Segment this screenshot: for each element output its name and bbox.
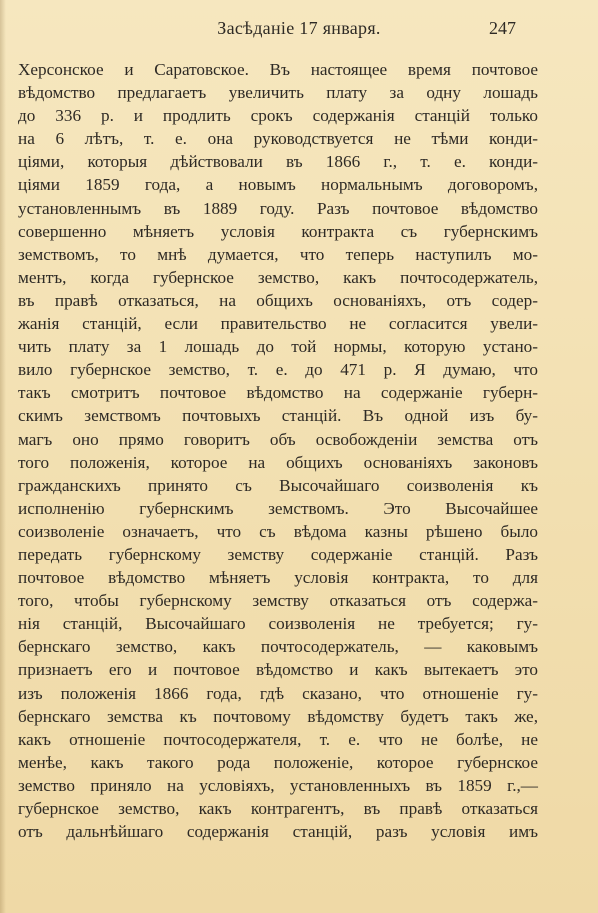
text-line: ціями 1859 года, а новымъ нормальнымъ договоромъ, bbox=[18, 175, 538, 195]
text-line: земство приняло на условіяхъ, установленныхъ въ 1859 г.,— bbox=[18, 775, 538, 795]
text-line: почтовое вѣдомство мѣняетъ условія контракта, то для bbox=[18, 568, 538, 588]
text-line: бернскаго земство, какъ почтосодержатель, — каковымъ bbox=[18, 637, 538, 657]
text-line: отъ дальнѣйшаго содержанія станцій, разъ условія имъ bbox=[18, 822, 538, 842]
text-line: Херсонское и Саратовское. Въ настоящее время почтовое bbox=[18, 60, 538, 79]
text-line: исполненію губернскимъ земствомъ. Это Высочайшее bbox=[18, 498, 538, 518]
text-line: губернское земство, какъ контрагентъ, въ правѣ отказаться bbox=[18, 799, 538, 818]
text-line: такъ смотритъ почтовое вѣдомство на содержаніе губерн- bbox=[18, 383, 538, 403]
text-line: ментъ, когда губернское земство, какъ почтосодержатель, bbox=[18, 267, 538, 287]
text-line: бернскаго земства къ почтовому вѣдомству будетъ такъ же, bbox=[18, 706, 538, 726]
text-line: того положенія, которое на общихъ основаніяхъ законовъ bbox=[18, 452, 538, 472]
text-line: гражданскихъ принято съ Высочайшаго соизволенія къ bbox=[18, 475, 538, 495]
body-text bbox=[18, 58, 538, 843]
text-line: установленнымъ въ 1889 году. Разъ почтовое вѣдомство bbox=[18, 198, 538, 218]
text-line: жанія станцій, если правительство не согласится увели- bbox=[18, 314, 538, 334]
page-header bbox=[0, 18, 598, 44]
running-head: Засѣданіе 17 января. bbox=[217, 18, 381, 38]
text-line: въ правѣ отказаться, на общихъ основаніяхъ, отъ содер- bbox=[18, 290, 538, 310]
text-line: до 336 р. и продлить срокъ содержанія станцій только bbox=[18, 106, 538, 126]
text-line: менѣе, какъ такого рода положеніе, которое губернское bbox=[18, 752, 538, 772]
text-line: соизволеніе означаетъ, что съ вѣдома казны рѣшено было bbox=[18, 521, 538, 541]
text-line: ціями, которыя дѣйствовали въ 1866 г., т. е. конди- bbox=[18, 152, 538, 172]
text-line: совершенно мѣняетъ условія контракта съ губернскимъ bbox=[18, 221, 538, 241]
page-number: 247 bbox=[489, 18, 516, 38]
text-line: признаетъ его и почтовое вѣдомство и какъ вытекаетъ это bbox=[18, 660, 538, 680]
text-line: скимъ земствомъ почтовыхъ станцій. Въ одной изъ бу- bbox=[18, 406, 538, 426]
text-line: передать губернскому земству содержаніе станцій. Разъ bbox=[18, 544, 538, 564]
text-line: земствомъ, то мнѣ думается, что теперь наступилъ мо- bbox=[18, 244, 538, 264]
text-line: чить плату за 1 лошадь до той нормы, которую устано- bbox=[18, 337, 538, 357]
text-line: магъ оно прямо говоритъ объ освобожденіи земства отъ bbox=[18, 429, 538, 449]
text-line: изъ положенія 1866 года, гдѣ сказано, что отношеніе гу- bbox=[18, 683, 538, 703]
text-line: вѣдомство предлагаетъ увеличить плату за одну лошадь bbox=[18, 83, 538, 103]
text-line: нія станцій, Высочайшаго соизволенія не требуется; гу- bbox=[18, 614, 538, 634]
text-line: какъ отношеніе почтосодержателя, т. е. что не болѣе, не bbox=[18, 729, 538, 749]
text-line: вило губернское земство, т. е. до 471 р. Я думаю, что bbox=[18, 360, 538, 380]
text-line: того, чтобы губернскому земству отказаться отъ содержа- bbox=[18, 591, 538, 611]
text-line: на 6 лѣтъ, т. е. она руководствуется не тѣми конди- bbox=[18, 129, 538, 149]
